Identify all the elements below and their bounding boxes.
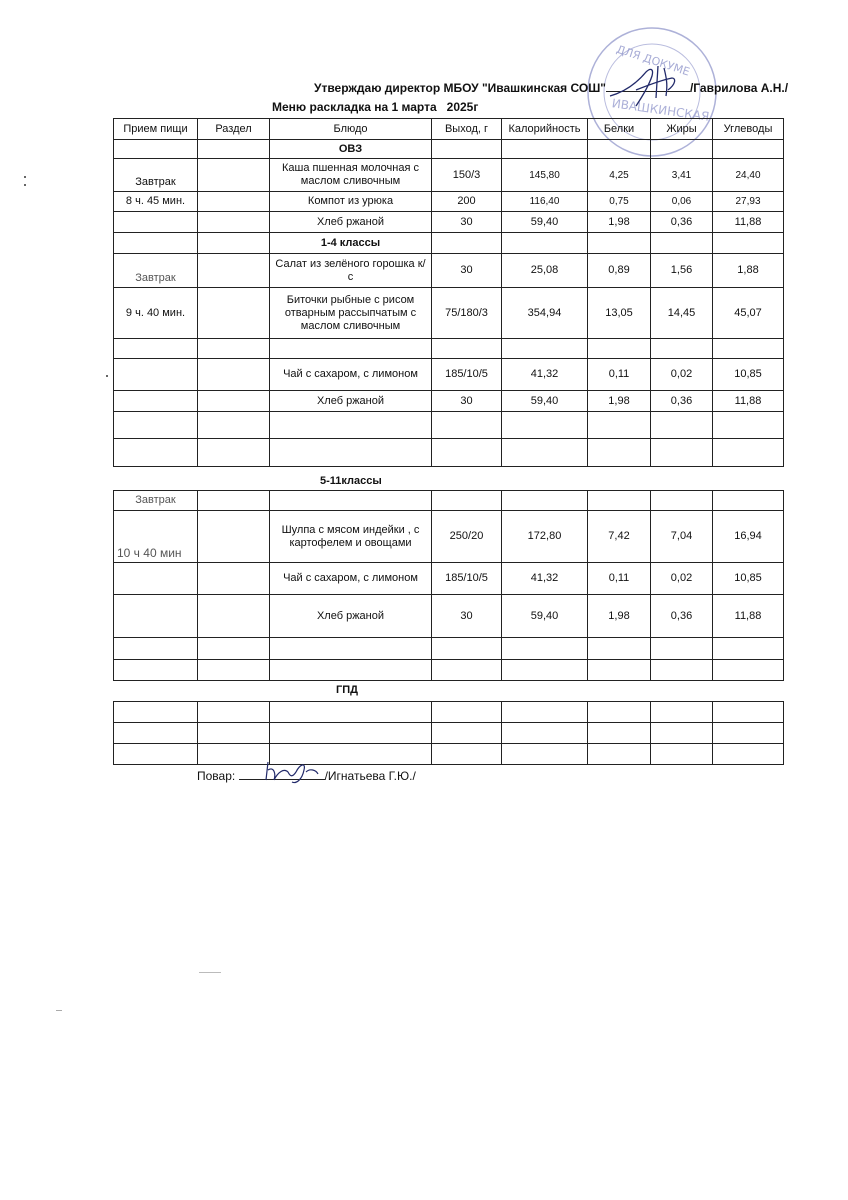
meal-label: Завтрак [114,254,198,288]
director-signature [606,62,686,110]
col-section: Раздел [198,119,270,140]
dish-name: Чай с сахаром, с лимоном [270,563,432,595]
dish-name: Хлеб ржаной [270,595,432,638]
meal-label: Завтрак [114,491,198,511]
section-1-4-title: 1-4 классы [270,233,432,254]
table-row-empty [114,339,784,359]
table-row: 10 ч 40 мин Шулпа с мясом индейки , с картофелем и овощами 250/20 172,80 7,42 7,04 16,94 [114,511,784,563]
cook-label: Повар: [197,769,236,783]
meal-time: 10 ч 40 мин [114,511,198,563]
col-fat: Жиры [651,119,713,140]
table-row: Завтрак Салат из зелёного горошка к/с 30 25,08 0,89 1,56 1,88 [114,254,784,288]
section-ovz-title: ОВЗ [270,140,432,159]
menu-table-gpd [113,701,784,765]
cook-signature [262,758,322,786]
section-5-11-title: 5-11классы [320,475,382,487]
table-row: 8 ч. 45 мин. Компот из урюка 200 116,40 0,75 0,06 27,93 [114,192,784,212]
table-row-empty [114,412,784,439]
director-name: /Гаврилова А.Н./ [689,81,789,95]
meal-time: 9 ч. 40 мин. [114,288,198,339]
table-row: Чай с сахаром, с лимоном 185/10/5 41,32 0,11 0,02 10,85 [114,563,784,595]
section-row-ovz [114,140,784,159]
table-row-empty [114,723,784,744]
menu-title: Меню раскладка на 1 марта 2025г [272,100,479,114]
dish-name: Шулпа с мясом индейки , с картофелем и овощами [270,511,432,563]
dish-name: Салат из зелёного горошка к/с [270,254,432,288]
section-gpd-title: ГПД [336,684,358,696]
table-row [114,491,784,511]
dish-name: Биточки рыбные с рисом отварным рассыпчатым с маслом сливочным [270,288,432,339]
table-row-empty [114,439,784,467]
approval-line [314,80,789,98]
table-row: Хлеб ржаной 30 59,40 1,98 0,36 11,88 [114,595,784,638]
menu-table-main [113,118,784,467]
col-yield: Выход, г [432,119,502,140]
approval-text: Утверждаю директор МБОУ "Ивашкинская СОШ" [314,81,606,95]
dish-name: Хлеб ржаной [270,212,432,233]
meal-label: Завтрак [114,159,198,192]
table-row-empty [114,638,784,660]
col-carbs: Углеводы [713,119,784,140]
scan-speck [56,1010,62,1011]
table-row-empty [114,660,784,681]
col-protein: Белки [588,119,651,140]
scan-speck [24,184,26,186]
table-row-empty [114,744,784,765]
col-dish: Блюдо [270,119,432,140]
table-row: Завтрак Каша пшенная молочная с маслом сливочным 150/3 145,80 4,25 3,41 24,40 [114,159,784,192]
table-row: Хлеб ржаной 30 59,40 1,98 0,36 11,88 [114,212,784,233]
section-row-1-4 [114,233,784,254]
table-row: 9 ч. 40 мин. Биточки рыбные с рисом отварным рассыпчатым с маслом сливочным 75/180/3 354,94 13,05 14,45 45,07 [114,288,784,339]
cook-name: /Игнатьева Г.Ю./ [324,769,416,783]
svg-text:ДЛЯ ДОКУМЕ: ДЛЯ ДОКУМЕ [614,42,692,79]
table-row: Хлеб ржаной 30 59,40 1,98 0,36 11,88 [114,391,784,412]
col-meal: Прием пищи [114,119,198,140]
scan-speck [199,972,221,973]
svg-text:ИВАШКИНСКАЯ: ИВАШКИНСКАЯ [610,96,711,124]
scan-speck [106,375,108,377]
dish-name: Компот из урюка [270,192,432,212]
dish-name: Каша пшенная молочная с маслом сливочным [270,159,432,192]
dish-name: Хлеб ржаной [270,391,432,412]
table-header-row [114,119,784,140]
table-row: Чай с сахаром, с лимоном 185/10/5 41,32 0,11 0,02 10,85 [114,359,784,391]
menu-table-5-11 [113,490,784,681]
table-row-empty [114,702,784,723]
col-kcal: Калорийность [502,119,588,140]
meal-time: 8 ч. 45 мин. [114,192,198,212]
dish-name: Чай с сахаром, с лимоном [270,359,432,391]
scan-speck [24,176,26,178]
